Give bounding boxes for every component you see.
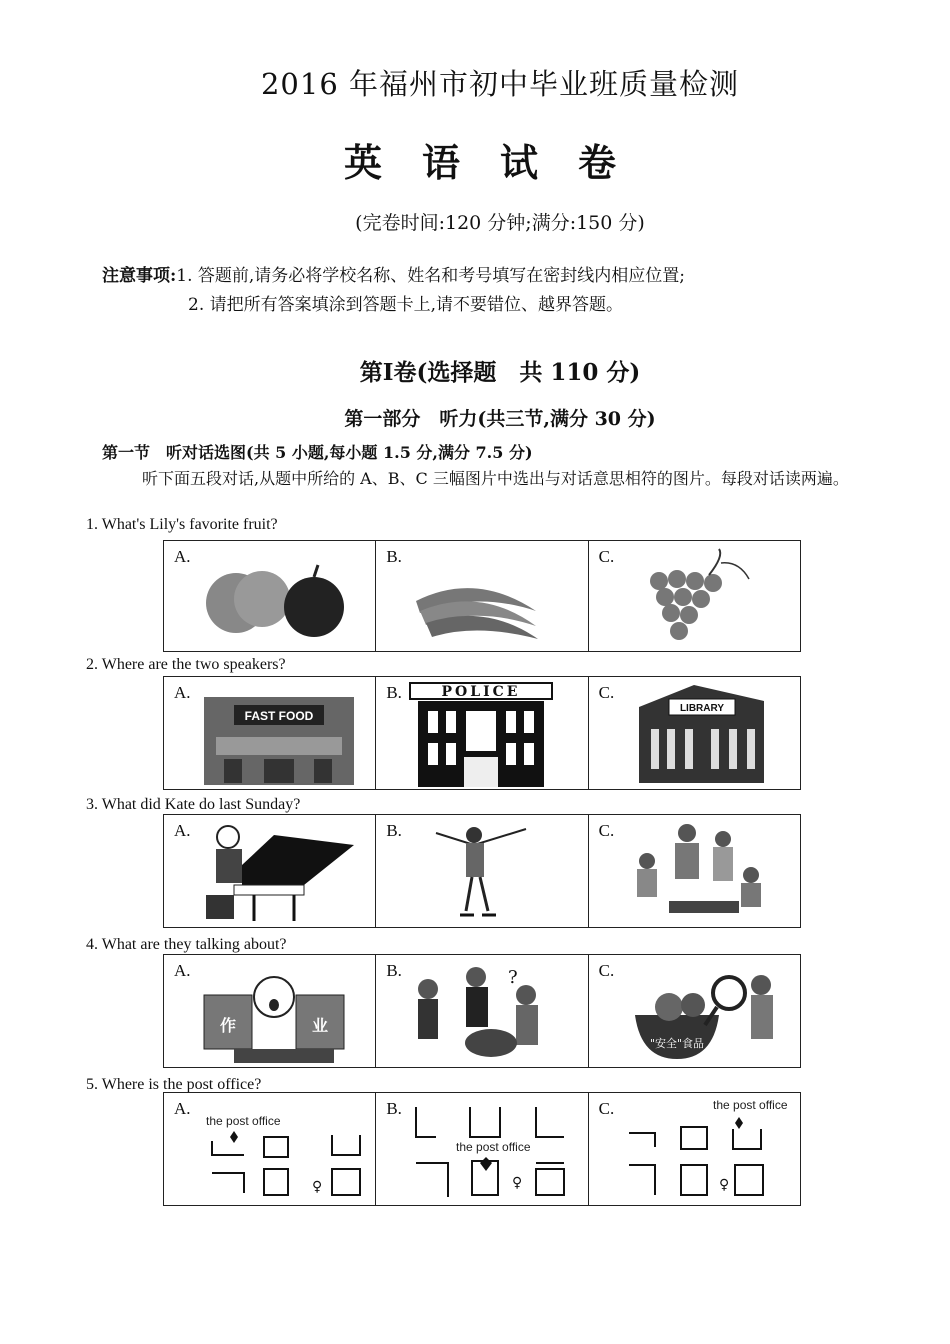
option-label: C. [598, 1099, 615, 1118]
option-label: B. [386, 1099, 402, 1118]
heart-marker-icon [230, 1131, 238, 1143]
picnic-icon [589, 815, 799, 927]
option-c[interactable] [589, 677, 800, 789]
option-c[interactable] [589, 815, 800, 927]
notes-line-1: 1. 答题前,请务必将学校名称、姓名和考号填写在密封线内相应位置; [176, 266, 686, 286]
option-a[interactable] [164, 677, 376, 789]
option-label: A. [174, 961, 191, 980]
option-label: A. [174, 821, 191, 840]
svg-text:?: ? [508, 967, 518, 988]
option-a[interactable] [164, 815, 376, 927]
post-office-label: the post office [456, 1140, 531, 1154]
post-office-label: the post office [206, 1114, 281, 1128]
person-marker-icon: ♀ [718, 1177, 729, 1193]
option-label: C. [598, 821, 615, 840]
map-c [589, 1093, 799, 1205]
question-2: 2. Where are the two speakers? [86, 656, 286, 673]
homework-label-right: 业 [311, 1016, 329, 1035]
question-2-options [163, 676, 801, 790]
option-a[interactable] [164, 1093, 376, 1205]
map-b [376, 1093, 586, 1205]
exam-time-info: (完卷时间:120 分钟;满分:150 分) [355, 212, 645, 234]
question-5: 5. Where is the post office? [86, 1076, 262, 1093]
instruction-text: 听下面五段对话,从题中所给的 A、B、C 三幅图片中选出与对话意思相符的图片。每段对话读两遍。 [142, 469, 849, 488]
food-safety-icon [589, 955, 799, 1067]
question-1-options [163, 540, 801, 652]
option-label: B. [386, 961, 402, 980]
heart-marker-icon [735, 1117, 743, 1129]
option-a[interactable] [164, 955, 376, 1067]
option-c[interactable] [589, 955, 800, 1067]
map-a [164, 1093, 374, 1205]
option-label: A. [174, 1099, 191, 1118]
notes-line-2: 2. 请把所有答案填涂到答题卡上,请不要错位、越界答题。 [188, 295, 624, 315]
post-office-label: the post office [712, 1098, 788, 1112]
notes-label: 注意事项: [102, 266, 177, 286]
piano-icon [164, 815, 374, 927]
police-station-icon [376, 677, 586, 789]
option-b[interactable] [376, 677, 588, 789]
option-label: C. [598, 683, 615, 702]
person-marker-icon: ♀ [512, 1175, 523, 1191]
option-label: A. [174, 683, 191, 702]
option-b[interactable] [376, 815, 588, 927]
homework-stress-icon [164, 955, 374, 1067]
question-3: 3. What did Kate do last Sunday? [86, 796, 301, 813]
option-label: B. [386, 821, 402, 840]
notes-block [102, 262, 685, 320]
option-label: B. [386, 547, 402, 566]
question-3-options [163, 814, 801, 928]
option-b[interactable] [376, 541, 588, 651]
fast-food-building-icon [164, 677, 374, 789]
option-b[interactable] [376, 955, 588, 1067]
library-building-icon [589, 677, 799, 789]
option-c[interactable] [589, 1093, 800, 1205]
grapes-icon [589, 541, 799, 651]
question-4: 4. What are they talking about? [86, 936, 287, 953]
option-label: C. [598, 547, 615, 566]
option-c[interactable] [589, 541, 800, 651]
option-b[interactable] [376, 1093, 588, 1205]
option-label: A. [174, 547, 191, 566]
question-1: 1. What's Lily's favorite fruit? [86, 516, 278, 533]
option-label: B. [386, 683, 402, 702]
part-title: 第一部分 听力(共三节,满分 30 分) [344, 408, 656, 430]
crowd-icon [376, 955, 586, 1067]
food-safety-label: "安全"食品 [649, 1037, 704, 1050]
option-a[interactable] [164, 541, 376, 651]
section-title: 第一节 听对话选图(共 5 小题,每小题 1.5 分,满分 7.5 分) [102, 443, 533, 462]
question-4-options [163, 954, 801, 1068]
homework-label-left: 作 [219, 1016, 237, 1035]
heart-marker-icon [480, 1157, 492, 1171]
fast-food-sign: FAST FOOD [244, 709, 314, 723]
exam-subject: 英语试卷 [343, 140, 656, 185]
volume-title: 第Ⅰ卷(选择题 共 110 分) [359, 359, 641, 386]
question-5-options [163, 1092, 801, 1206]
police-sign: POLICE [441, 684, 521, 700]
person-marker-icon: ♀ [312, 1179, 323, 1195]
option-label: C. [598, 961, 615, 980]
library-sign: LIBRARY [679, 703, 724, 714]
apples-icon [164, 541, 374, 651]
skating-icon [376, 815, 586, 927]
bananas-icon [376, 541, 586, 651]
exam-title: 2016 年福州市初中毕业班质量检测 [260, 67, 740, 101]
